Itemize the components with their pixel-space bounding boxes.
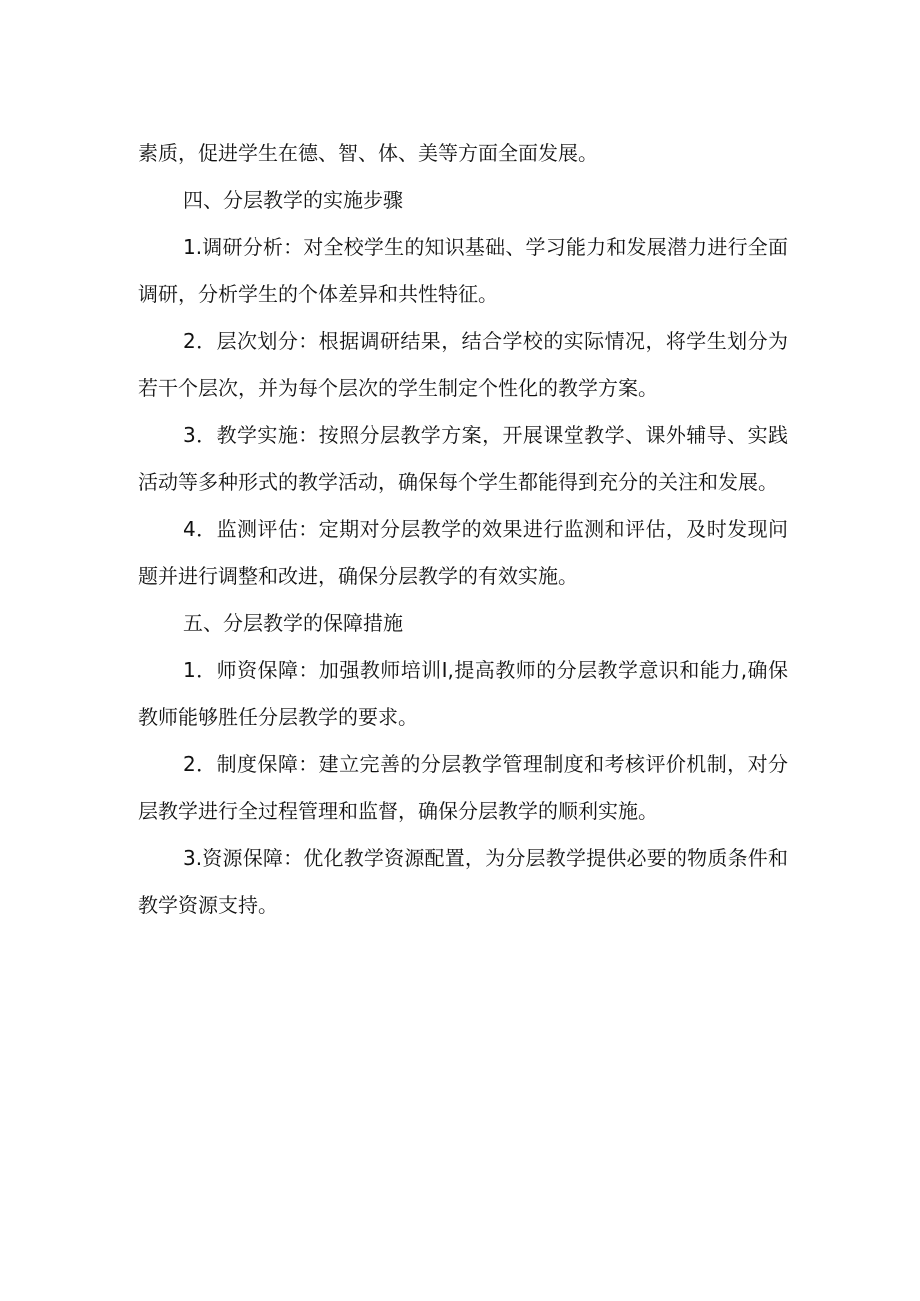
- paragraph-continuation: 素质，促进学生在德、智、体、美等方面全面发展。: [138, 141, 598, 165]
- paragraph-guarantee-3-resources: 3.资源保障：优化教学资源配置，为分层教学提供必要的物质条件和教学资源支持。: [138, 846, 788, 917]
- paragraph-guarantee-1-teachers: 1．师资保障：加强教师培训I,提高教师的分层教学意识和能力,确保教师能够胜任分层教学的要求。: [138, 658, 788, 729]
- section-heading-guarantees: 五、分层教学的保障措施: [183, 611, 403, 635]
- paragraph-step-4-evaluation: 4．监测评估：定期对分层教学的效果进行监测和评估，及时发现问题并进行调整和改进，确保分层教学的有效实施。: [138, 517, 788, 588]
- paragraph-step-2-levels: 2．层次划分：根据调研结果，结合学校的实际情况，将学生划分为若干个层次，并为每个层次的学生制定个性化的教学方案。: [138, 329, 788, 400]
- document-body: [138, 130, 788, 929]
- paragraph-guarantee-2-system: 2．制度保障：建立完善的分层教学管理制度和考核评价机制，对分层教学进行全过程管理和监督，确保分层教学的顺利实施。: [138, 752, 788, 823]
- paragraph-step-1-research: 1.调研分析：对全校学生的知识基础、学习能力和发展潜力进行全面调研，分析学生的个体差异和共性特征。: [138, 235, 788, 306]
- paragraph-step-3-teaching: 3．教学实施：按照分层教学方案，开展课堂教学、课外辅导、实践活动等多种形式的教学活动，确保每个学生都能得到充分的关注和发展。: [138, 423, 788, 494]
- section-heading-implementation-steps: 四、分层教学的实施步骤: [183, 188, 403, 212]
